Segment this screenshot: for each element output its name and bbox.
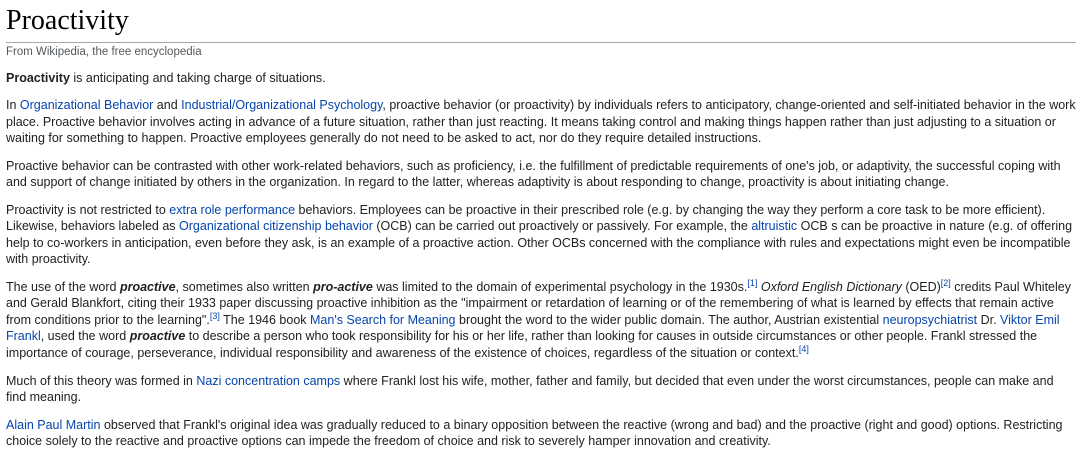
text-fragment: (OCB) can be carried out proactively or passively. For example, the [372, 219, 752, 234]
paragraph-critique [6, 417, 1076, 450]
citation-link-4[interactable]: [4] [798, 343, 809, 354]
link-mans-search-for-meaning[interactable]: Man's Search for Meaning [310, 312, 456, 327]
text-fragment: and [153, 98, 182, 113]
paragraph-roles [6, 202, 1076, 268]
citation-ref-4[interactable] [799, 344, 809, 354]
text-fragment: brought the word to the wider public domain. The author, Austrian existential [455, 312, 883, 327]
site-subtitle: From Wikipedia, the free encyclopedia [6, 45, 202, 58]
text-fragment: Proactivity is not restricted to [6, 202, 170, 217]
text-fragment: (OED) [901, 279, 941, 294]
text-fragment: Proactive behavior can be contrasted with other work-related behaviors, such as proficiency, i.e. the fulfillment of predictable requirements of one's job, or adaptivity, the successful coping with and support of change initiated by others in the organization. In regard to the latter, whereas adaptivity is about responding to change, proactivity is about initiating change. [6, 158, 1061, 190]
lead-term: Proactivity [6, 70, 70, 85]
link-industrial-organizational-psychology[interactable]: Industrial/Organizational Psychology [181, 98, 383, 113]
paragraph-theory-origin [6, 373, 1076, 406]
title-oed: Oxford English Dictionary [760, 279, 902, 294]
text-fragment: was limited to the domain of experimental psychology in the 1930s. [372, 279, 748, 294]
text-fragment: In [6, 98, 20, 113]
emphasis-proactive-2: proactive [129, 329, 186, 344]
text-fragment: behaviors. Employees can be proactive in their prescribed role (e.g. by changing the way they perform a core task to be more efficient). Likewise, behaviors labeled as [6, 202, 1046, 234]
text-fragment: The use of the word [6, 279, 120, 294]
text-fragment: observed that Frankl's original idea was gradually reduced to a binary opposition between the reactive (wrong and bad) and the proactive (right and good) options. Restricting choice solely to the reactive and proactive options can impede the freedom of choice and risk to severely hamper innovation and creativity. [6, 417, 1063, 449]
link-organizational-behavior[interactable]: Organizational Behavior [19, 98, 154, 113]
link-organizational-citizenship-behavior[interactable]: Organizational citizenship behavior [179, 219, 373, 234]
link-viktor-emil-frankl[interactable]: Viktor Emil Frankl [6, 312, 1060, 344]
citation-ref-3[interactable] [210, 311, 220, 321]
citation-link-3[interactable]: [3] [209, 310, 220, 321]
text-fragment: The 1946 book [219, 312, 310, 327]
link-altruistic[interactable]: altruistic [751, 219, 798, 234]
paragraph-lead [6, 70, 1076, 87]
text-fragment: Dr. [977, 312, 1001, 327]
lead-text: is anticipating and taking charge of situations. [69, 70, 326, 85]
link-neuropsychiatrist[interactable]: neuropsychiatrist [882, 312, 978, 327]
link-extra-role-performance[interactable]: extra role performance [169, 202, 296, 217]
text-fragment: , used the word [40, 329, 130, 344]
emphasis-proactive: proactive [119, 279, 176, 294]
text-fragment: Much of this theory was formed in [6, 373, 197, 388]
paragraph-etymology [6, 279, 1076, 362]
text-fragment: , sometimes also written [175, 279, 314, 294]
link-nazi-concentration-camps[interactable]: Nazi concentration camps [196, 373, 341, 388]
text-fragment: , proactive behavior (or proactivity) by individuals refers to anticipatory, change-oriented and self-initiated behavior in the work place. Proactive behavior involves acting in advance of a future situation, rather than just reacting. It means taking control and making things happen rather than just adjusting to a situation or waiting for something to happen. Proactive employees generally do not need to be asked to act, nor do they require detailed instructions. [6, 98, 1076, 146]
citation-link-1[interactable]: [1] [747, 277, 758, 288]
emphasis-pro-active: pro-active [313, 279, 373, 294]
citation-link-2[interactable]: [2] [940, 277, 951, 288]
link-alain-paul-martin[interactable]: Alain Paul Martin [6, 417, 101, 432]
paragraph-contrast [6, 158, 1076, 191]
text-fragment: to describe a person who took responsibility for his or her life, rather than looking for causes in outside circumstances or other people. Frankl stressed the importance of courage, perseverance, individual responsibility and awareness of the existence of choices, regardless of the situation or context. [6, 329, 1038, 361]
text-fragment: where Frankl lost his wife, mother, father and family, but decided that even under the worst circumstances, people can make and find meaning. [6, 373, 1054, 405]
citation-ref-2[interactable] [941, 278, 951, 288]
citation-ref-1[interactable] [747, 278, 757, 288]
text-fragment: OCB s can be proactive in nature (e.g. of offering help to co-workers in anticipation, even before they ask, is an example of a proactive action. Other OCBs concerned with the compliance with rules and expectations might even be incompatible with proactivity. [6, 219, 1073, 267]
page-title: Proactivity [6, 4, 1076, 43]
text-fragment: credits Paul Whiteley and Gerald Blankfort, citing their 1933 paper discussing proactive inhibition as the "impairment or retardation of learning or of the remembering of what is learned by effects that remain active from conditions prior to the learning". [6, 279, 1071, 327]
paragraph-definition [6, 97, 1076, 147]
